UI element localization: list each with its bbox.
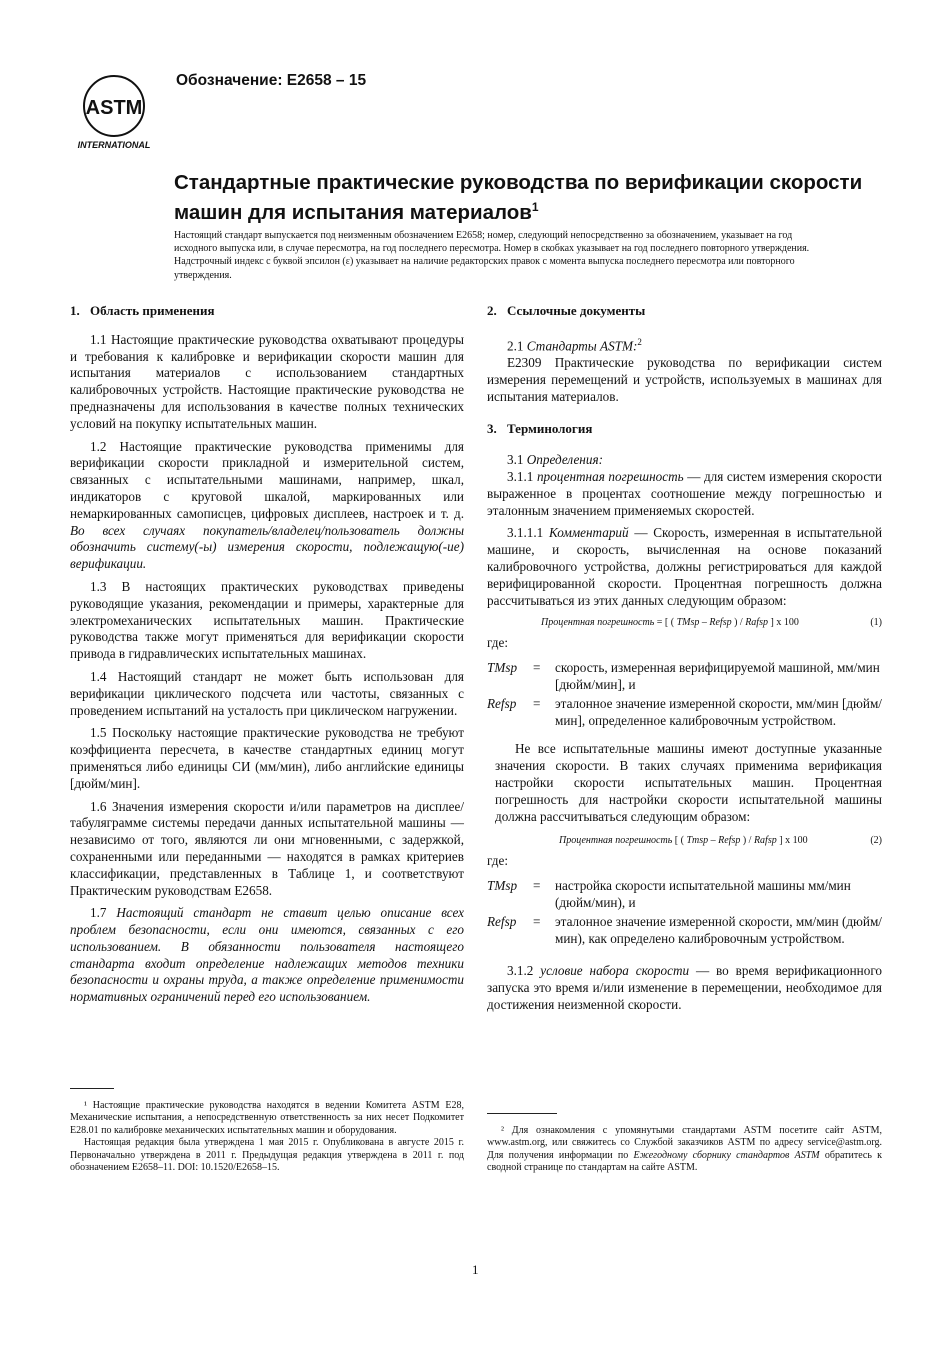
definitions-1 [487,660,882,729]
para-1-4: 1.4 Настоящий стандарт не может быть использован для верификации циклического подсчета или частоты, связанных с проведением испытаний на усталость при циклическом нагружении. [70,668,464,718]
para-2-1: 2.1 Стандарты ASTM:$^2$ [507,336,642,354]
right-column [487,303,882,1020]
para-1-6: 1.6 Значения измерения скорости и/или параметров на дисплее/табуляграмме системы передачи данных испытательной машины — независимо от того, являются ли они мгновенными, с задержкой, сохраненными или переданными — находятся в рамках критериев классификации, представленных в Таблице 1, и соответствуют Практическим руководствам E2658. [70,798,464,898]
page-number: 1 [472,1262,479,1277]
footnote-rule-right [487,1113,557,1114]
title-footnote-mark: 1 [531,200,539,214]
footnote-2: ² Для ознакомления с упомянутыми стандартами ASTM посетите сайт ASTM, www.astm.org, или свяжитесь со Службой заказчиков ASTM по адресу service@astm.org. Для получения информации по Ежегодному сборнику стандартов ASTM обратитесь к сводной странице по стандартам на сайте ASTM. [487,1125,883,1174]
equation-1: Процентная погрешность = [ ( TMsp – Refsp ) / Rafsp ] x 100 (1) [541,617,882,629]
definition-row: Refsp = эталонное значение измеренной скорости, мм/мин (дюйм/мин), как определено калибровочным устройством. [487,913,882,946]
para-1-2: 1.2 Настоящие практические руководства применимы для верификации скорости прикладной и измерительной систем, связанных с испытательными машинами, например, шкал, индикаторов с круговой шкалой, маркированных или немаркированных самописцев, цифровых дисплеев, настроек и т. д. Во всех случаях покупатель/владелец/пользователь должны обозначить систему(-ы) измерения скорости, подлежащую(-ие) верификации. [70,438,464,572]
para-1-1: 1.1 Настоящие практические руководства охватывают процедуры и требования к калибровке и верификации скорости машин для испытания материалов с использованием стандартных калибровочных устройств. Настоящие практические руководства не предназначены для использования в качестве полных технических условий на покупку испытательных машин. [70,331,464,431]
definitions-2 [487,878,882,947]
para-3-1-1-1: 3.1.1.1 Комментарий — Скорость, измеренная в испытательной машине, и скорость, вычисленная на основе показаний калибровочного устройства, должны регистрироваться для каждой верифицированной скорости. Процентная погрешность должна рассчитываться из этих данных следующим образом: [487,525,883,608]
para-e2309: E2309 Практические руководства по верификации систем измерения перемещений и устройств, используемых в машинах для испытания материалов. [487,354,882,404]
para-1-3: 1.3 В настоящих практических руководствах приведены руководящие указания, рекомендации и примеры, характерные для электромеханических испытательных машин. Практические руководства также могут применяться для верификации скорости привода в гидравлических испытательных машинах. [70,578,464,662]
equation-2: Процентная погрешность [ ( Tmsp – Refsp ) / Rafsp ] x 100 (2) [559,835,882,847]
para-3-1-2: 3.1.2 условие набора скорости — во время верификационного запуска это время и/или изменение в перемещении, необходимое для достижения неизменной скорости. [487,963,883,1012]
definition-row: TMsp = скорость, измеренная верифицируемой машиной, мм/мин [дюйм/мин], и [487,660,880,692]
footnote-1: ¹ Настоящие практические руководства находятся в ведении Комитета ASTM E28, Механические испытания, а непосредственную ответственность за них несет Подкомитет E28.01 по калибровке механических испытательных машин и оборудования. Настоящая редакция была утверждена 1 мая 2015 г. Опубликована в августе 2015 г. Первоначально утверждена в 2011 г. Предыдущая редакция утверждена в 2011 г. под обозначением E2658–11. DOI: 10.1520/E2658–15. [70,1100,464,1174]
preamble: Настоящий стандарт выпускается под неизменным обозначением E2658; номер, следующий непосредственно за обозначением, указывает на год исходного выпуска или, в случае пересмотра, на год последнего пересмотра. Номер в скобках указывает на год последнего повторного утверждения. Надстрочный индекс с буквой эпсилон (ε) указывает на наличие редакторских правок с момента выпуска последнего пересмотра или повторного утверждения. [174,230,810,281]
para-1-7: 1.7 Настоящий стандарт не ставит целью описание всех проблем безопасности, если они имеются, связанных с его использованием. В обязанности пользователя настоящего стандарта входит определение надлежащих методов техники безопасности и охраны труда, а также определение применимости нормативных ограничений перед его использованием. [70,905,465,1005]
para-3-1-1: 3.1.1 процентная погрешность — для систем измерения скорости выраженное в процентах соотношение между погрешностью и эталонным значением применяемых скоростей. [487,468,882,518]
definition-row: Refsp = эталонное значение измеренной скорости, мм/мин [дюйм/мин], определенное калибровочным устройством. [487,695,882,728]
section-1-heading: 1. Область применения [70,303,215,318]
section-3-heading: 3. Терминология [487,421,593,437]
para-not-all: Не все испытательные машины имеют доступные указанные значения скорости. В таких случаях применима верификация настройки скорости испытательных машин. Процентная погрешность для настройки скорости испытательной машины должна рассчитываться следующим образом: [495,741,882,824]
footnote-rule-left [70,1088,114,1089]
logo-subtext: INTERNATIONAL [77,140,151,150]
where-1: где: [487,635,508,651]
para-3-1: 3.1 Определения: [507,452,603,468]
para-1-5: 1.5 Поскольку настоящие практические руководства не требуют коэффициента пересчета, в качестве стандартных единиц могут применяться либо единицы СИ (мм/мин), либо английские единицы [дюйм/мин]. [70,725,464,791]
designation: Обозначение: E2658 – 15 [176,72,367,89]
title-text: Стандартные практические руководства по верификации скорости машин для испытания материалов [174,171,863,224]
where-2: где: [487,853,508,869]
section-2-heading: 2. Ссылочные документы [487,303,646,318]
astm-logo-icon [70,72,158,152]
astm-logo [70,72,158,152]
left-column [70,303,464,1012]
logo-text: ASTM [85,97,143,119]
definition-row: TMsp = настройка скорости испытательной машины мм/мин (дюйм/мин), и [487,878,851,910]
document-title [174,170,874,225]
